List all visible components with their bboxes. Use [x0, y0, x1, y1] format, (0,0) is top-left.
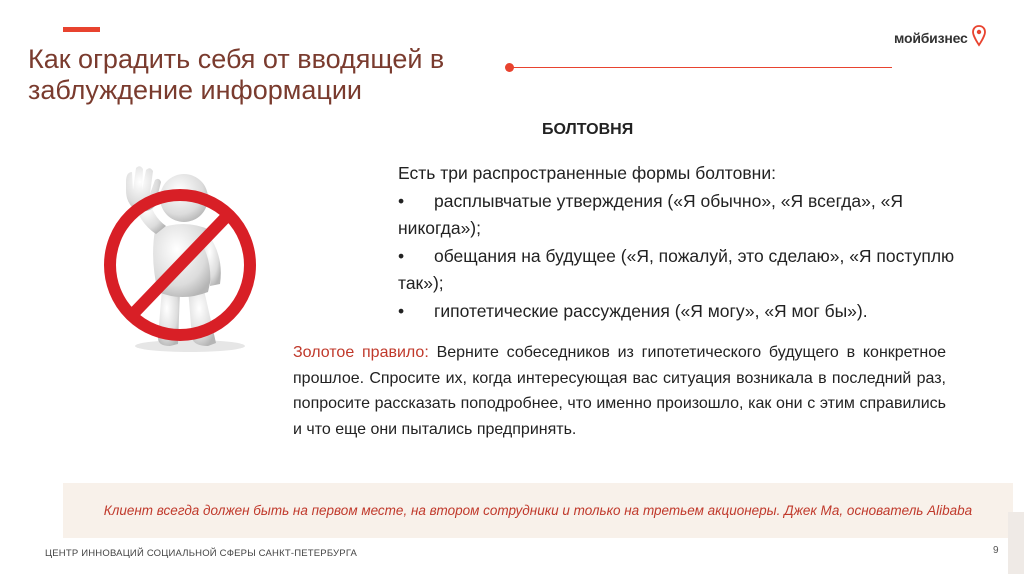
page-corner-tab: [1008, 512, 1024, 574]
bullet-glyph: •: [398, 300, 405, 321]
list-item: [398, 298, 978, 326]
stop-hand-prohibition-icon: [100, 160, 265, 355]
title-divider: [510, 67, 892, 68]
bullet-glyph: •: [398, 245, 405, 266]
logo-text: мойбизнес: [894, 30, 968, 46]
list-item-text: расплывчатые утверждения («Я обычно», «Я всегда», «Я никогда»);: [398, 190, 903, 238]
page-number: 9: [993, 545, 999, 556]
quote-text: Клиент всегда должен быть на первом месте, на втором сотрудники и только на третьем акционеры. Джек Ма, основатель Alibaba: [103, 503, 973, 518]
footer-organization: ЦЕНТР ИННОВАЦИЙ СОЦИАЛЬНОЙ СФЕРЫ САНКТ-ПЕТЕРБУРГА: [45, 548, 358, 559]
location-pin-icon: [972, 25, 986, 52]
title-accent-bar: [63, 27, 100, 32]
chatter-forms-list: [398, 160, 978, 325]
quote-box: [63, 483, 1013, 538]
brand-logo: [894, 22, 986, 54]
list-item-text: гипотетические рассуждения («Я могу», «Я мог бы»).: [434, 300, 868, 321]
list-item: [398, 243, 978, 298]
page-title: Как оградить себя от вводящей в заблуждение информации: [28, 44, 445, 105]
bullet-glyph: •: [398, 190, 405, 211]
golden-rule-paragraph: [293, 340, 946, 442]
golden-rule-text: Верните собеседников из гипотетического будущего в конкретное прошлое. Спросите их, когда интересующая вас ситуация возникала в последний раз, попросите рассказать поподробнее, что именно произошло, как они с этим справились и что еще они пытались предпринять.: [293, 344, 947, 438]
list-item-text: обещания на будущее («Я, пожалуй, это сделаю», «Я поступлю так»);: [398, 245, 955, 293]
intro-text: Есть три распространенные формы болтовни:: [398, 163, 776, 183]
list-item: [398, 188, 978, 243]
title-divider-dot: [505, 63, 514, 72]
section-heading: БОЛТОВНЯ: [542, 121, 634, 138]
golden-rule-label: Золотое правило:: [293, 344, 429, 361]
